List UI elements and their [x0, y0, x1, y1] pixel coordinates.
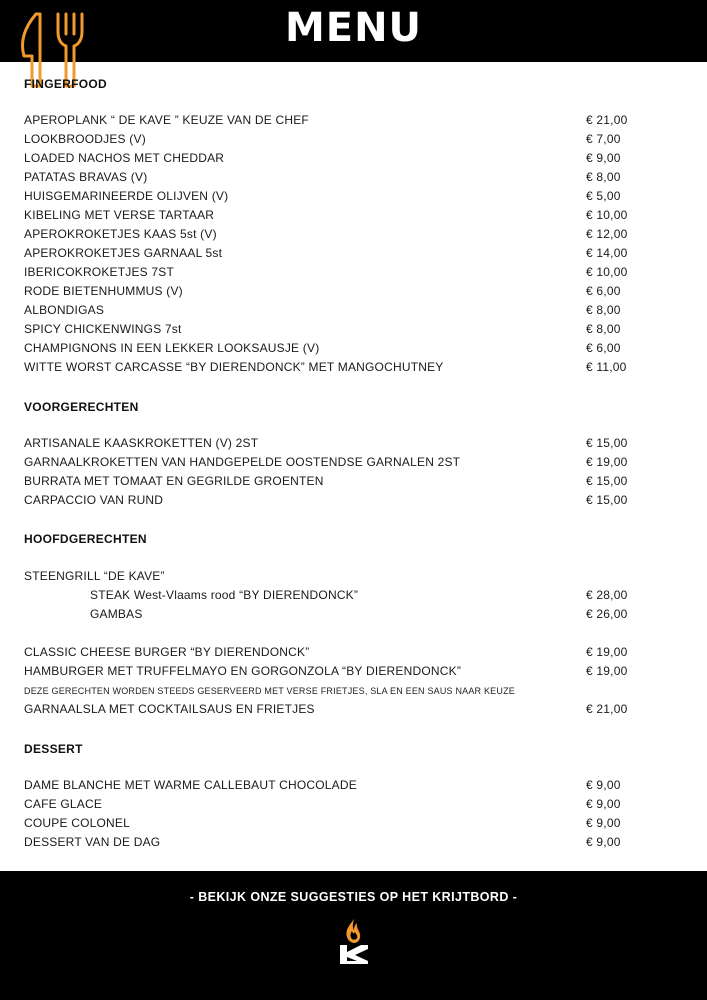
menu-item — [24, 130, 644, 149]
item-price: € 15,00 — [586, 436, 628, 450]
menu-item — [24, 700, 644, 719]
footer-suggestion-text: - BEKIJK ONZE SUGGESTIES OP HET KRIJTBORD - — [189, 890, 518, 904]
item-price: € 7,00 — [586, 132, 621, 146]
item-name: KIBELING MET VERSE TARTAAR — [24, 208, 215, 222]
menu-item — [24, 244, 644, 263]
item-price: € 28,00 — [586, 588, 628, 602]
menu-item — [24, 339, 644, 358]
item-price: € 8,00 — [586, 322, 621, 336]
menu-item — [24, 776, 644, 795]
section-title-fingerfood: FINGERFOOD — [24, 77, 107, 91]
menu-item — [24, 814, 644, 833]
item-name: IBERICOKROKETJES 7ST — [24, 265, 175, 279]
item-price: € 9,00 — [586, 151, 621, 165]
item-name: CLASSIC CHEESE BURGER “BY DIERENDONCK” — [24, 645, 310, 659]
section-title-dessert: DESSERT — [24, 742, 83, 756]
item-name: LOADED NACHOS MET CHEDDAR — [24, 151, 225, 165]
item-name: DAME BLANCHE MET WARME CALLEBAUT CHOCOLADE — [24, 778, 357, 792]
menu-item — [24, 434, 644, 453]
menu-item — [24, 833, 644, 852]
menu-item — [24, 168, 644, 187]
item-price: € 9,00 — [586, 816, 621, 830]
item-name: BURRATA MET TOMAAT EN GEGRILDE GROENTEN — [24, 474, 324, 488]
item-price: € 9,00 — [586, 835, 621, 849]
item-price: € 11,00 — [586, 360, 627, 374]
item-name: STEAK West-Vlaams rood “BY DIERENDONCK” — [90, 588, 359, 602]
menu-item — [24, 662, 644, 681]
header-bar — [0, 0, 707, 62]
item-name: LOOKBROODJES (V) — [24, 132, 146, 146]
steengrill-heading: STEENGRILL “DE KAVE” — [24, 569, 165, 583]
menu-item — [24, 453, 644, 472]
item-price: € 15,00 — [586, 474, 628, 488]
menu-item — [24, 187, 644, 206]
item-name: APEROKROKETJES GARNAAL 5st — [24, 246, 223, 260]
item-price: € 26,00 — [586, 607, 628, 621]
item-name: CARPACCIO VAN RUND — [24, 493, 164, 507]
menu-item — [24, 320, 644, 339]
item-price: € 19,00 — [586, 664, 628, 678]
item-name: DESSERT VAN DE DAG — [24, 835, 161, 849]
menu-item — [24, 491, 644, 510]
menu-item — [24, 301, 644, 320]
menu-item — [24, 472, 644, 491]
menu-item — [24, 263, 644, 282]
menu-item — [24, 643, 644, 662]
item-name: CHAMPIGNONS IN EEN LEKKER LOOKSAUSJE (V) — [24, 341, 320, 355]
item-price: € 6,00 — [586, 341, 621, 355]
item-price: € 19,00 — [586, 645, 628, 659]
item-price: € 19,00 — [586, 455, 628, 469]
item-name: RODE BIETENHUMMUS (V) — [24, 284, 183, 298]
menu-item — [24, 605, 644, 624]
item-name: GAMBAS — [90, 607, 143, 621]
menu-title: MENU — [284, 5, 423, 51]
menu-item — [24, 282, 644, 301]
item-price: € 10,00 — [586, 208, 628, 222]
item-name: SPICY CHICKENWINGS 7st — [24, 322, 182, 336]
section-title-hoofdgerechten: HOOFDGERECHTEN — [24, 532, 147, 546]
item-price: € 21,00 — [586, 113, 628, 127]
item-price: € 6,00 — [586, 284, 621, 298]
item-name: ARTISANALE KAASKROKETTEN (V) 2ST — [24, 436, 259, 450]
menu-item — [24, 795, 644, 814]
item-price: € 5,00 — [586, 189, 621, 203]
item-price: € 8,00 — [586, 170, 621, 184]
item-name: ALBONDIGAS — [24, 303, 105, 317]
item-name: APEROKROKETJES KAAS 5st (V) — [24, 227, 217, 241]
menu-item — [24, 149, 644, 168]
item-price: € 21,00 — [586, 702, 628, 716]
item-price: € 14,00 — [586, 246, 628, 260]
item-name: HUISGEMARINEERDE OLIJVEN (V) — [24, 189, 229, 203]
item-price: € 8,00 — [586, 303, 621, 317]
section-title-voorgerechten: VOORGERECHTEN — [24, 400, 139, 414]
item-name: WITTE WORST CARCASSE “BY DIERENDONCK” MET MANGOCHUTNEY — [24, 360, 444, 374]
serving-note: DEZE GERECHTEN WORDEN STEEDS GESERVEERD MET VERSE FRIETJES, SLA EN EEN SAUS NAAR KEUZE — [24, 686, 515, 696]
menu-item — [24, 111, 644, 130]
item-name: PATATAS BRAVAS (V) — [24, 170, 148, 184]
item-name: HAMBURGER MET TRUFFELMAYO EN GORGONZOLA “BY DIERENDONCK” — [24, 664, 462, 678]
item-name: CAFE GLACE — [24, 797, 103, 811]
menu-item — [24, 206, 644, 225]
item-price: € 15,00 — [586, 493, 628, 507]
item-name: COUPE COLONEL — [24, 816, 130, 830]
item-price: € 12,00 — [586, 227, 628, 241]
item-price: € 9,00 — [586, 778, 621, 792]
item-name: GARNAALKROKETTEN VAN HANDGEPELDE OOSTENDSE GARNALEN 2ST — [24, 455, 461, 469]
menu-item — [24, 225, 644, 244]
item-name: GARNAALSLA MET COCKTAILSAUS EN FRIETJES — [24, 702, 315, 716]
item-price: € 10,00 — [586, 265, 628, 279]
menu-item — [24, 586, 644, 605]
item-name: APEROPLANK “ DE KAVE ” KEUZE VAN DE CHEF — [24, 113, 309, 127]
footer-bar — [0, 871, 707, 1000]
flame-k-icon — [337, 917, 371, 965]
item-price: € 9,00 — [586, 797, 621, 811]
menu-item — [24, 358, 644, 377]
